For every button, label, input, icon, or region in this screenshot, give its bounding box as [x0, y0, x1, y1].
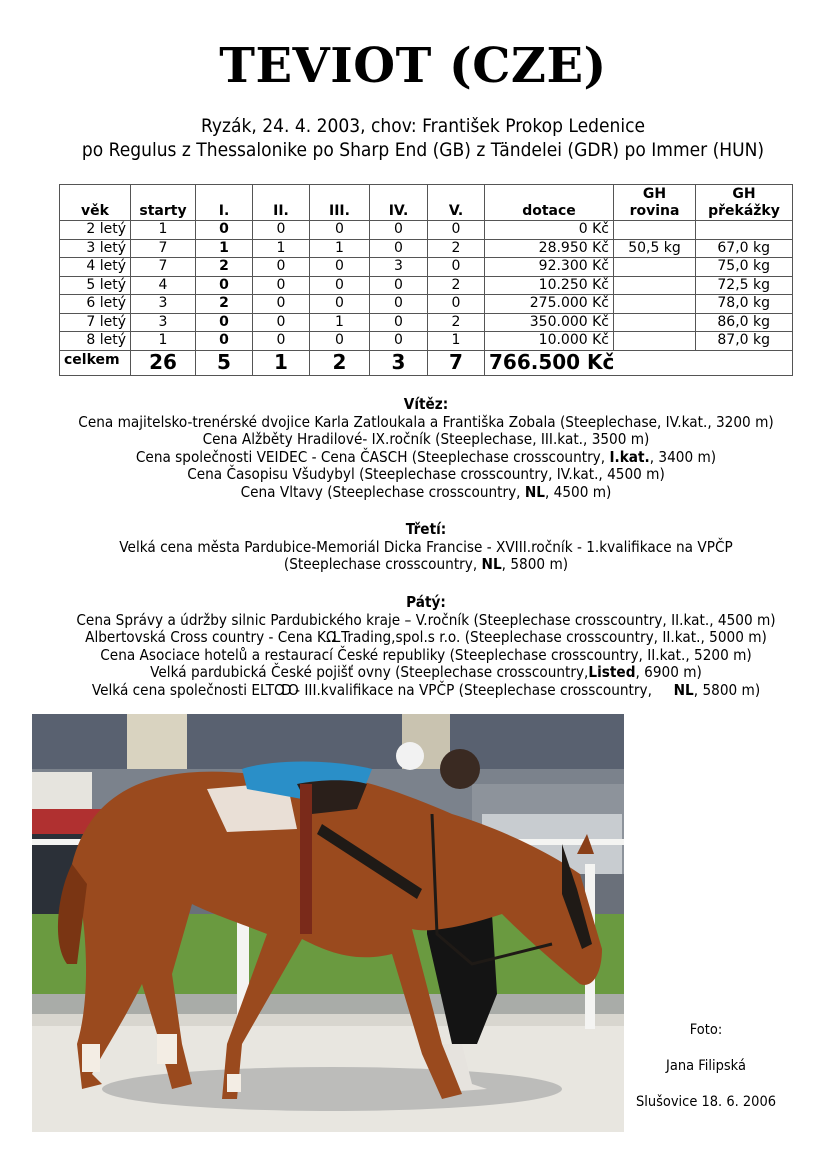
- header-gh-flat: [614, 185, 696, 221]
- header-gh-jump-l1: GH: [732, 186, 756, 202]
- cell-starts: 7: [131, 258, 196, 277]
- cell-first: 2: [196, 258, 253, 277]
- cell-gh-flat: [614, 258, 696, 277]
- cell-first: 0: [196, 221, 253, 240]
- race-text-bold: NL: [673, 680, 694, 699]
- race-text-post: , 5800 m): [501, 555, 569, 574]
- race-text-post: , 5800 m): [693, 680, 761, 699]
- third-race-line: [38, 556, 813, 574]
- header-starts: starty: [131, 185, 196, 221]
- table-row: [60, 221, 793, 240]
- cell-prize: 275.000 Kč: [485, 295, 614, 314]
- cell-gh-flat: 50,5 kg: [614, 239, 696, 258]
- cell-age: 4 letý: [60, 258, 131, 277]
- winner-race-line: [38, 466, 813, 484]
- fifth-race-line: [38, 612, 813, 630]
- cell-age: 6 letý: [60, 295, 131, 314]
- cell-second: 0: [253, 332, 310, 351]
- race-text-bold: Listed: [588, 663, 636, 682]
- race-text-pre: Cena majitelsko-trenérské dvojice Karla Zatloukala a Františka Zobala (Steeplechase, IV.kat., 3200 m): [78, 412, 774, 431]
- cell-age: 3 letý: [60, 239, 131, 258]
- cell-third: 0: [310, 258, 370, 277]
- table-row: [60, 276, 793, 295]
- fifth-race-line: [38, 664, 813, 682]
- table-row: [60, 332, 793, 351]
- fifth-section: [38, 593, 813, 699]
- cell-age: 5 letý: [60, 276, 131, 295]
- table-total-row: [60, 350, 793, 375]
- cell-fifth: 0: [428, 258, 485, 277]
- race-text-glyph: ΩL: [325, 628, 337, 647]
- winner-race-line: [38, 431, 813, 449]
- photo-place-date: Slušovice 18. 6. 2006: [635, 1094, 777, 1110]
- horse-photo-illustration: [32, 714, 624, 1132]
- header-gh-flat-l2: rovina: [629, 203, 680, 219]
- cell-third: 0: [310, 221, 370, 240]
- cell-second: 1: [253, 239, 310, 258]
- cell-fifth: 0: [428, 295, 485, 314]
- photo-label: Foto:: [689, 1022, 723, 1038]
- fifth-race-line: [38, 629, 813, 647]
- race-text-pre: (Steeplechase crosscountry,: [283, 555, 482, 574]
- cell-gh-flat: [614, 295, 696, 314]
- horse-details: Ryzák, 24. 4. 2003, chov: František Prokop Ledenice: [200, 115, 646, 137]
- cell-gh-jump: 87,0 kg: [696, 332, 793, 351]
- header-second: II.: [253, 185, 310, 221]
- table-row: [60, 295, 793, 314]
- race-text-post_glyph: Trading,spol.s r.o. (Steeplechase crosscountry, II.kat., 5000 m): [336, 628, 767, 647]
- fifth-race-line: [38, 647, 813, 665]
- total-fifth: 7: [428, 350, 485, 375]
- race-text-post: , 3400 m): [649, 447, 717, 466]
- cell-fourth: 0: [370, 276, 428, 295]
- total-label: celkem: [60, 350, 131, 375]
- race-text-pre: Cena Časopisu Všudybyl (Steeplechase crosscountry, IV.kat., 4500 m): [187, 465, 665, 484]
- cell-gh-jump: 72,5 kg: [696, 276, 793, 295]
- cell-gh-jump: 75,0 kg: [696, 258, 793, 277]
- cell-fifth: 0: [428, 221, 485, 240]
- header-first: I.: [196, 185, 253, 221]
- cell-gh-jump: 78,0 kg: [696, 295, 793, 314]
- cell-prize: 92.300 Kč: [485, 258, 614, 277]
- cell-starts: 7: [131, 239, 196, 258]
- race-text-glyph: ODO: [274, 680, 296, 699]
- cell-third: 0: [310, 276, 370, 295]
- header-gh-flat-l1: GH: [642, 186, 667, 202]
- cell-first: 0: [196, 332, 253, 351]
- race-text-pre: Velká cena města Pardubice-Memoriál Dicka Francise - XVIII.ročník - 1.kvalifikace na VPČP: [119, 537, 733, 556]
- cell-third: 1: [310, 239, 370, 258]
- fifth-heading: Pátý:: [406, 593, 446, 611]
- cell-starts: 3: [131, 313, 196, 332]
- table-row: [60, 313, 793, 332]
- fifth-race-line: [38, 682, 813, 700]
- race-text-pre: Albertovská Cross country - Cena K: [85, 628, 326, 647]
- cell-fourth: 0: [370, 332, 428, 351]
- total-starts: 26: [131, 350, 196, 375]
- winner-heading: Vítěz:: [403, 395, 449, 413]
- cell-first: 0: [196, 276, 253, 295]
- cell-fourth: 3: [370, 258, 428, 277]
- cell-first: 1: [196, 239, 253, 258]
- cell-prize: 10.000 Kč: [485, 332, 614, 351]
- header-age: věk: [60, 185, 131, 221]
- cell-age: 2 letý: [60, 221, 131, 240]
- table-header-row: [60, 185, 793, 221]
- cell-third: 0: [310, 332, 370, 351]
- race-text-pre: Cena Správy a údržby silnic Pardubického kraje – V.ročník (Steeplechase crosscountry, II.kat., 4500 m): [76, 610, 776, 629]
- third-race-line: [38, 539, 813, 557]
- cell-gh-jump: 67,0 kg: [696, 239, 793, 258]
- horse-pedigree: po Regulus z Thessalonike po Sharp End (GB) z Tändelei (GDR) po Immer (HUN): [81, 139, 765, 161]
- cell-gh-flat: [614, 276, 696, 295]
- cell-fifth: 1: [428, 332, 485, 351]
- cell-first: 0: [196, 313, 253, 332]
- total-fourth: 3: [370, 350, 428, 375]
- cell-prize: 350.000 Kč: [485, 313, 614, 332]
- cell-gh-jump: [696, 221, 793, 240]
- cell-fourth: 0: [370, 221, 428, 240]
- cell-prize: 10.250 Kč: [485, 276, 614, 295]
- race-text-pre: Velká cena společnosti ELT: [91, 680, 275, 699]
- cell-second: 0: [253, 313, 310, 332]
- cell-starts: 3: [131, 295, 196, 314]
- race-text-pre: Cena Alžběty Hradilové- IX.ročník (Steeplechase, III.kat., 3500 m): [202, 430, 650, 449]
- cell-age: 8 letý: [60, 332, 131, 351]
- cell-gh-flat: [614, 313, 696, 332]
- total-prize: 766.500 Kč: [485, 350, 793, 375]
- cell-fourth: 0: [370, 239, 428, 258]
- cell-prize: 0 Kč: [485, 221, 614, 240]
- header-fourth: IV.: [370, 185, 428, 221]
- race-text-bold: I.kat.: [609, 447, 650, 466]
- race-text-pre: Cena Asociace hotelů a restaurací České republiky (Steeplechase crosscountry, II.kat., 5200 m): [100, 645, 752, 664]
- cell-second: 0: [253, 221, 310, 240]
- race-text-pre: Velká pardubická České pojišť ovny (Steeplechase crosscountry,: [150, 663, 589, 682]
- winner-race-line: [38, 449, 813, 467]
- cell-fifth: 2: [428, 313, 485, 332]
- race-text-pre: Cena Vltavy (Steeplechase crosscountry,: [240, 482, 525, 501]
- race-text-post: , 4500 m): [544, 482, 612, 501]
- race-text-bold: NL: [481, 555, 502, 574]
- photo-author: Jana Filipská: [666, 1058, 746, 1074]
- table-row: [60, 258, 793, 277]
- cell-starts: 4: [131, 276, 196, 295]
- cell-starts: 1: [131, 221, 196, 240]
- header-third: III.: [310, 185, 370, 221]
- cell-third: 1: [310, 313, 370, 332]
- cell-gh-flat: [614, 332, 696, 351]
- cell-fifth: 2: [428, 276, 485, 295]
- total-first: 5: [196, 350, 253, 375]
- cell-age: 7 letý: [60, 313, 131, 332]
- total-second: 1: [253, 350, 310, 375]
- race-stats-table: [59, 184, 793, 376]
- cell-fifth: 2: [428, 239, 485, 258]
- cell-second: 0: [253, 295, 310, 314]
- table-row: [60, 239, 793, 258]
- cell-fourth: 0: [370, 295, 428, 314]
- cell-fourth: 0: [370, 313, 428, 332]
- winner-section: [38, 395, 813, 501]
- header-fifth: V.: [428, 185, 485, 221]
- header-gh-jump: [696, 185, 793, 221]
- cell-gh-jump: 86,0 kg: [696, 313, 793, 332]
- cell-starts: 1: [131, 332, 196, 351]
- race-text-post: , 6900 m): [635, 663, 702, 682]
- header-prize: dotace: [485, 185, 614, 221]
- third-section: [38, 520, 813, 574]
- race-text-pre: Cena společnosti VEIDEC - Cena ČASCH (Steeplechase crosscountry,: [135, 447, 610, 466]
- winner-race-line: [38, 414, 813, 432]
- header-gh-jump-l2: překážky: [708, 203, 780, 219]
- total-third: 2: [310, 350, 370, 375]
- cell-first: 2: [196, 295, 253, 314]
- third-heading: Třetí:: [405, 520, 447, 538]
- cell-second: 0: [253, 276, 310, 295]
- cell-second: 0: [253, 258, 310, 277]
- cell-gh-flat: [614, 221, 696, 240]
- winner-race-line: [38, 484, 813, 502]
- cell-prize: 28.950 Kč: [485, 239, 614, 258]
- race-text-bold: NL: [524, 482, 545, 501]
- race-text-post_glyph: - III.kvalifikace na VPČP (Steeplechase crosscountry,: [295, 680, 674, 699]
- horse-photo: [32, 714, 624, 1132]
- horse-name-title: TEVIOT (CZE): [219, 38, 607, 94]
- cell-third: 0: [310, 295, 370, 314]
